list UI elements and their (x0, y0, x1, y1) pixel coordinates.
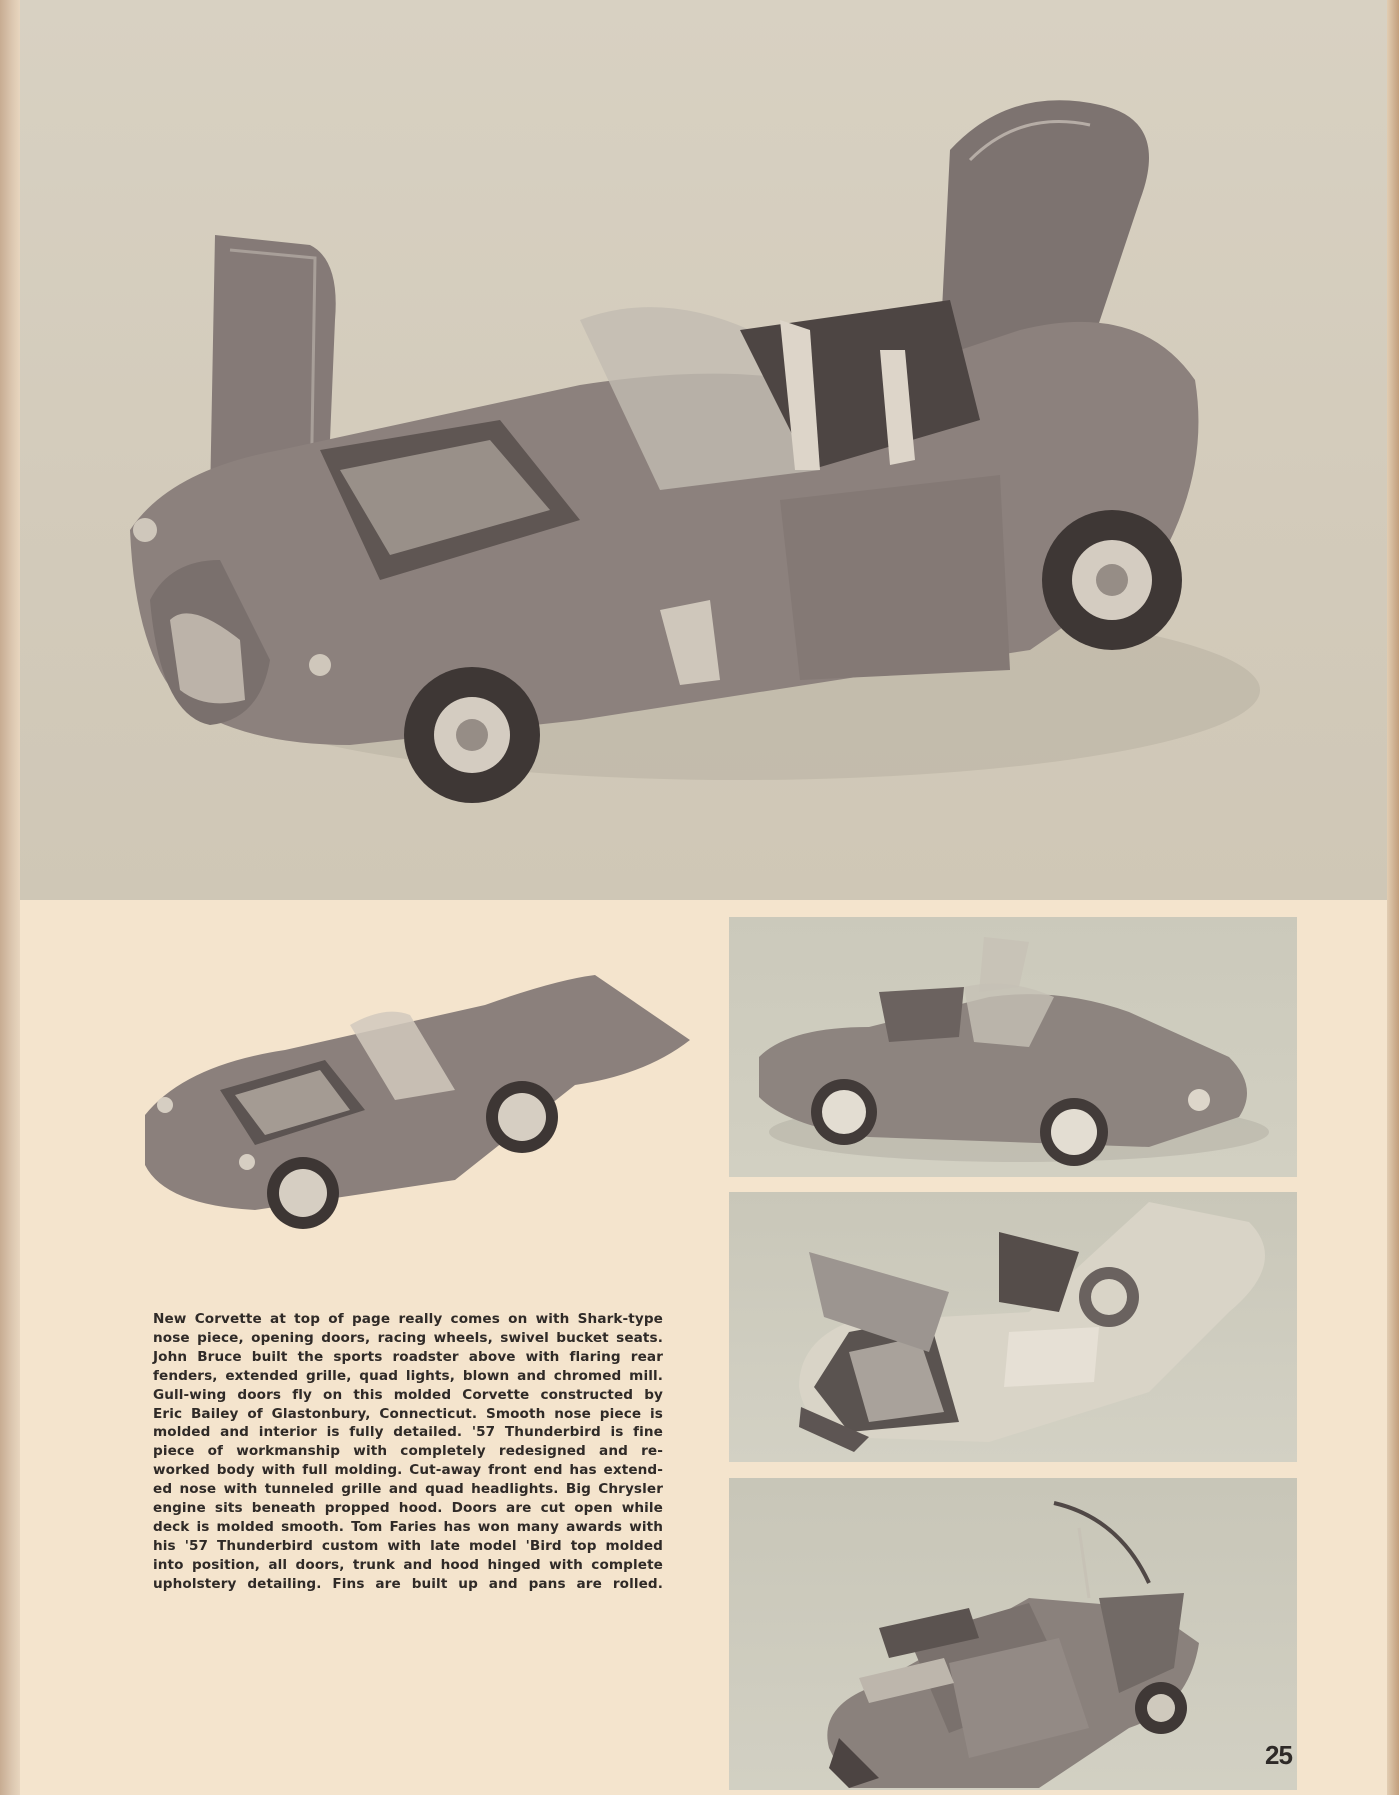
caption-line: piece of workmanship with completely redesigned and re- (153, 1443, 663, 1460)
caption-line: New Corvette at top of page really comes on with Shark-type (153, 1311, 663, 1327)
photo-roadster (125, 965, 695, 1235)
gullwing-illustration (729, 917, 1297, 1177)
caption-line: his '57 Thunderbird custom with late model 'Bird top molded (153, 1537, 663, 1554)
caption-line: into position, all doors, trunk and hood hinged with complete (153, 1556, 663, 1573)
caption-line: ed nose with tunneled grille and quad headlights. Big Chrysler (153, 1481, 663, 1498)
caption-line: engine sits beneath propped hood. Doors are cut open while (153, 1500, 663, 1517)
caption-line: fenders, extended grille, quad lights, blown and chromed mill. (153, 1367, 663, 1384)
caption-line: deck is molded smooth. Tom Faries has won many awards with (153, 1518, 663, 1535)
page-binding (0, 0, 20, 1795)
caption-line: Eric Bailey of Glastonbury, Connecticut. Smooth nose piece is (153, 1405, 663, 1422)
caption-line: Gull-wing doors fly on this molded Corvette constructed by (153, 1386, 663, 1403)
thunderbird-cutaway-illustration (729, 1192, 1297, 1462)
page-number: 25 (1265, 1740, 1292, 1770)
page-edge (1387, 0, 1399, 1795)
caption-line: worked body with full molding. Cut-away front end has extend- (153, 1462, 663, 1479)
photo-corvette-top (20, 0, 1387, 900)
photo-caption (153, 1310, 663, 1594)
thunderbird-faries-illustration (729, 1478, 1297, 1790)
roadster-illustration (125, 965, 695, 1235)
photo-thunderbird-faries (729, 1478, 1297, 1790)
caption-line: John Bruce built the sports roadster above with flaring rear (153, 1348, 663, 1365)
caption-line: molded and interior is fully detailed. '57 Thunderbird is fine (153, 1424, 663, 1441)
photo-gullwing-corvette (729, 917, 1297, 1177)
corvette-illustration (20, 0, 1387, 900)
caption-line: nose piece, opening doors, racing wheels, swivel bucket seats. (153, 1329, 663, 1346)
caption-line: upholstery detailing. Fins are built up and pans are rolled. (153, 1575, 663, 1592)
photo-thunderbird-cutaway (729, 1192, 1297, 1462)
